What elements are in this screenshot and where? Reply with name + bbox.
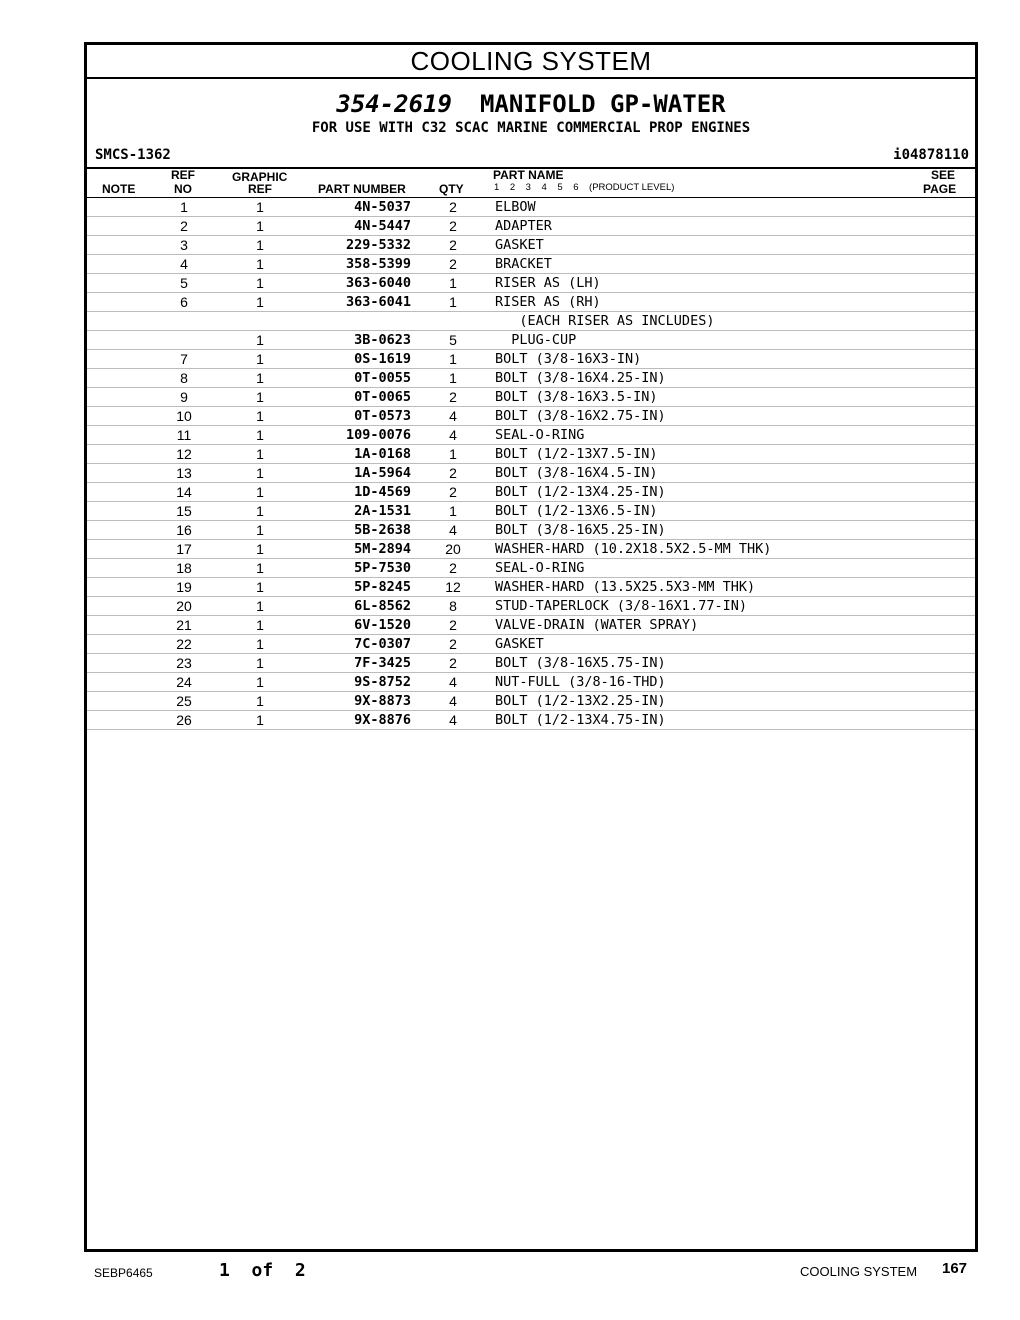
quantity: 1 [449, 370, 457, 386]
col-product-level: 1 2 3 4 5 6 (PRODUCT LEVEL) [494, 182, 675, 193]
graphic-ref: 1 [256, 294, 264, 310]
ref-number: 18 [176, 560, 192, 576]
ref-number: 15 [176, 503, 192, 519]
part-name: ELBOW [495, 199, 536, 215]
part-number: 0S-1619 [354, 351, 411, 367]
ref-number: 8 [180, 370, 188, 386]
ref-number: 12 [176, 446, 192, 462]
part-number: 7F-3425 [354, 655, 411, 671]
table-row [87, 369, 975, 388]
graphic-ref: 1 [256, 199, 264, 215]
ref-number: 23 [176, 655, 192, 671]
ref-number: 20 [176, 598, 192, 614]
quantity: 2 [449, 218, 457, 234]
part-name: PLUG-CUP [495, 332, 577, 348]
part-name: BOLT (1/2-13X2.25-IN) [495, 693, 666, 709]
graphic-ref: 1 [256, 370, 264, 386]
table-row [87, 483, 975, 502]
quantity: 12 [445, 579, 461, 595]
part-name: RISER AS (LH) [495, 275, 601, 291]
part-number: 5P-7530 [354, 560, 411, 576]
ref-number: 25 [176, 693, 192, 709]
col-graphic-top: GRAPHIC [232, 170, 288, 184]
part-number: 5M-2894 [354, 541, 411, 557]
page-of-indicator: 1 of 2 [219, 1260, 306, 1281]
col-part-name: PART NAME [493, 168, 564, 182]
part-name: BOLT (1/2-13X6.5-IN) [495, 503, 658, 519]
table-row [87, 217, 975, 236]
part-name: NUT-FULL (3/8-16-THD) [495, 674, 666, 690]
part-number: 5P-8245 [354, 579, 411, 595]
group-usage: FOR USE WITH C32 SCAC MARINE COMMERCIAL PROP ENGINES [311, 120, 751, 136]
graphic-ref: 1 [256, 712, 264, 728]
table-row [87, 312, 975, 331]
graphic-ref: 1 [256, 408, 264, 424]
quantity: 1 [449, 503, 457, 519]
ref-number: 3 [180, 237, 188, 253]
quantity: 4 [449, 674, 457, 690]
table-row [87, 692, 975, 711]
graphic-ref: 1 [256, 237, 264, 253]
quantity: 1 [449, 351, 457, 367]
quantity: 2 [449, 560, 457, 576]
quantity: 20 [445, 541, 461, 557]
ref-number: 24 [176, 674, 192, 690]
part-name: SEAL-O-RING [495, 560, 585, 576]
ref-number: 6 [180, 294, 188, 310]
part-name: BOLT (1/2-13X7.5-IN) [495, 446, 658, 462]
table-row [87, 236, 975, 255]
quantity: 2 [449, 655, 457, 671]
quantity: 4 [449, 408, 457, 424]
part-name: RISER AS (RH) [495, 294, 601, 310]
part-number: 1A-0168 [354, 446, 411, 462]
graphic-ref: 1 [256, 389, 264, 405]
part-name: BOLT (3/8-16X3-IN) [495, 351, 642, 367]
page-number: 167 [942, 1260, 968, 1277]
table-row [87, 293, 975, 312]
part-name: BOLT (3/8-16X4.5-IN) [495, 465, 658, 481]
graphic-ref: 1 [256, 446, 264, 462]
graphic-ref: 1 [256, 465, 264, 481]
quantity: 2 [449, 199, 457, 215]
graphic-ref: 1 [256, 275, 264, 291]
part-number: 7C-0307 [354, 636, 411, 652]
group-title [87, 89, 975, 119]
col-see-bottom: PAGE [923, 182, 957, 196]
col-see-top: SEE [931, 168, 956, 182]
quantity: 1 [449, 446, 457, 462]
graphic-ref: 1 [256, 332, 264, 348]
parts-table-body [87, 198, 975, 730]
quantity: 1 [449, 294, 457, 310]
table-row [87, 616, 975, 635]
publication-number: SEBP6465 [94, 1266, 153, 1280]
part-name: BOLT (1/2-13X4.25-IN) [495, 484, 666, 500]
part-name: VALVE-DRAIN (WATER SPRAY) [495, 617, 699, 633]
ref-number: 17 [176, 541, 192, 557]
quantity: 2 [449, 237, 457, 253]
part-number: 4N-5037 [354, 199, 411, 215]
col-part-number: PART NUMBER [318, 182, 406, 196]
table-row [87, 635, 975, 654]
ref-number: 7 [180, 351, 188, 367]
ref-number: 4 [180, 256, 188, 272]
table-row [87, 445, 975, 464]
part-name: BOLT (1/2-13X4.75-IN) [495, 712, 666, 728]
part-name: (EACH RISER AS INCLUDES) [495, 313, 715, 329]
part-number: 363-6040 [345, 275, 411, 291]
col-note: NOTE [102, 182, 136, 196]
page-footer [0, 1258, 1020, 1288]
quantity: 8 [449, 598, 457, 614]
graphic-ref: 1 [256, 655, 264, 671]
ref-number: 10 [176, 408, 192, 424]
part-number: 6L-8562 [354, 598, 411, 614]
part-name: BOLT (3/8-16X5.25-IN) [495, 522, 666, 538]
graphic-ref: 1 [256, 218, 264, 234]
part-name: GASKET [495, 237, 544, 253]
table-row [87, 578, 975, 597]
table-row [87, 597, 975, 616]
group-name: MANIFOLD GP-WATER [479, 90, 726, 118]
ref-number: 14 [176, 484, 192, 500]
part-number: 1D-4569 [354, 484, 411, 500]
footer-section: COOLING SYSTEM [800, 1264, 918, 1279]
ref-number: 1 [180, 199, 188, 215]
graphic-ref: 1 [256, 579, 264, 595]
table-row [87, 426, 975, 445]
quantity: 2 [449, 256, 457, 272]
ref-number: 5 [180, 275, 188, 291]
quantity: 1 [449, 275, 457, 291]
part-name: ADAPTER [495, 218, 552, 234]
quantity: 4 [449, 427, 457, 443]
graphic-ref: 1 [256, 541, 264, 557]
smcs-code: SMCS-1362 [95, 147, 171, 163]
part-number: 3B-0623 [354, 332, 411, 348]
table-row [87, 274, 975, 293]
ref-number: 2 [180, 218, 188, 234]
graphic-ref: 1 [256, 636, 264, 652]
part-name: WASHER-HARD (10.2X18.5X2.5-MM THK) [495, 541, 772, 557]
col-qty: QTY [439, 182, 464, 196]
part-number: 0T-0065 [354, 389, 411, 405]
illustration-id: i04878110 [893, 147, 969, 163]
quantity: 2 [449, 484, 457, 500]
graphic-ref: 1 [256, 427, 264, 443]
part-number: 6V-1520 [354, 617, 411, 633]
col-graphic-bottom: REF [248, 182, 272, 196]
part-number: 1A-5964 [354, 465, 411, 481]
part-number: 5B-2638 [354, 522, 411, 538]
identifier-row [87, 145, 975, 167]
quantity: 4 [449, 712, 457, 728]
ref-number: 9 [180, 389, 188, 405]
part-number: 9S-8752 [354, 674, 411, 690]
quantity: 2 [449, 636, 457, 652]
ref-number: 22 [176, 636, 192, 652]
part-number: 0T-0055 [354, 370, 411, 386]
part-number: 358-5399 [345, 256, 411, 272]
part-name: BOLT (3/8-16X4.25-IN) [495, 370, 666, 386]
group-part-number: 354-2619 [336, 90, 452, 118]
graphic-ref: 1 [256, 560, 264, 576]
graphic-ref: 1 [256, 522, 264, 538]
ref-number: 13 [176, 465, 192, 481]
table-row [87, 198, 975, 217]
table-row [87, 540, 975, 559]
parts-page-frame [84, 42, 978, 1252]
quantity: 5 [449, 332, 457, 348]
quantity: 2 [449, 389, 457, 405]
part-name: BOLT (3/8-16X2.75-IN) [495, 408, 666, 424]
graphic-ref: 1 [256, 617, 264, 633]
table-row [87, 521, 975, 540]
ref-number: 11 [176, 427, 192, 443]
graphic-ref: 1 [256, 598, 264, 614]
part-name: SEAL-O-RING [495, 427, 585, 443]
part-number: 2A-1531 [354, 503, 411, 519]
part-name: BOLT (3/8-16X5.75-IN) [495, 655, 666, 671]
table-row [87, 502, 975, 521]
graphic-ref: 1 [256, 693, 264, 709]
graphic-ref: 1 [256, 256, 264, 272]
table-row [87, 654, 975, 673]
table-row [87, 331, 975, 350]
section-title: COOLING SYSTEM [87, 45, 975, 79]
graphic-ref: 1 [256, 484, 264, 500]
table-row [87, 464, 975, 483]
table-row [87, 350, 975, 369]
part-number: 363-6041 [345, 294, 411, 310]
part-number: 4N-5447 [354, 218, 411, 234]
ref-number: 19 [176, 579, 192, 595]
part-number: 9X-8876 [354, 712, 411, 728]
quantity: 4 [449, 522, 457, 538]
ref-number: 21 [176, 617, 192, 633]
ref-number: 16 [176, 522, 192, 538]
quantity: 2 [449, 617, 457, 633]
col-ref-top: REF [171, 168, 195, 182]
part-name: BOLT (3/8-16X3.5-IN) [495, 389, 658, 405]
part-number: 229-5332 [345, 237, 411, 253]
graphic-ref: 1 [256, 503, 264, 519]
quantity: 2 [449, 465, 457, 481]
part-name: STUD-TAPERLOCK (3/8-16X1.77-IN) [495, 598, 747, 614]
part-name: WASHER-HARD (13.5X25.5X3-MM THK) [495, 579, 756, 595]
part-name: GASKET [495, 636, 544, 652]
quantity: 4 [449, 693, 457, 709]
part-number: 0T-0573 [354, 408, 411, 424]
graphic-ref: 1 [256, 674, 264, 690]
table-row [87, 673, 975, 692]
table-row [87, 388, 975, 407]
ref-number: 26 [176, 712, 192, 728]
table-row [87, 407, 975, 426]
column-headers [87, 167, 975, 198]
table-row [87, 559, 975, 578]
table-row [87, 711, 975, 730]
part-number: 9X-8873 [354, 693, 411, 709]
graphic-ref: 1 [256, 351, 264, 367]
col-ref-bottom: NO [174, 182, 192, 196]
part-number: 109-0076 [345, 427, 411, 443]
table-row [87, 255, 975, 274]
part-name: BRACKET [495, 256, 552, 272]
